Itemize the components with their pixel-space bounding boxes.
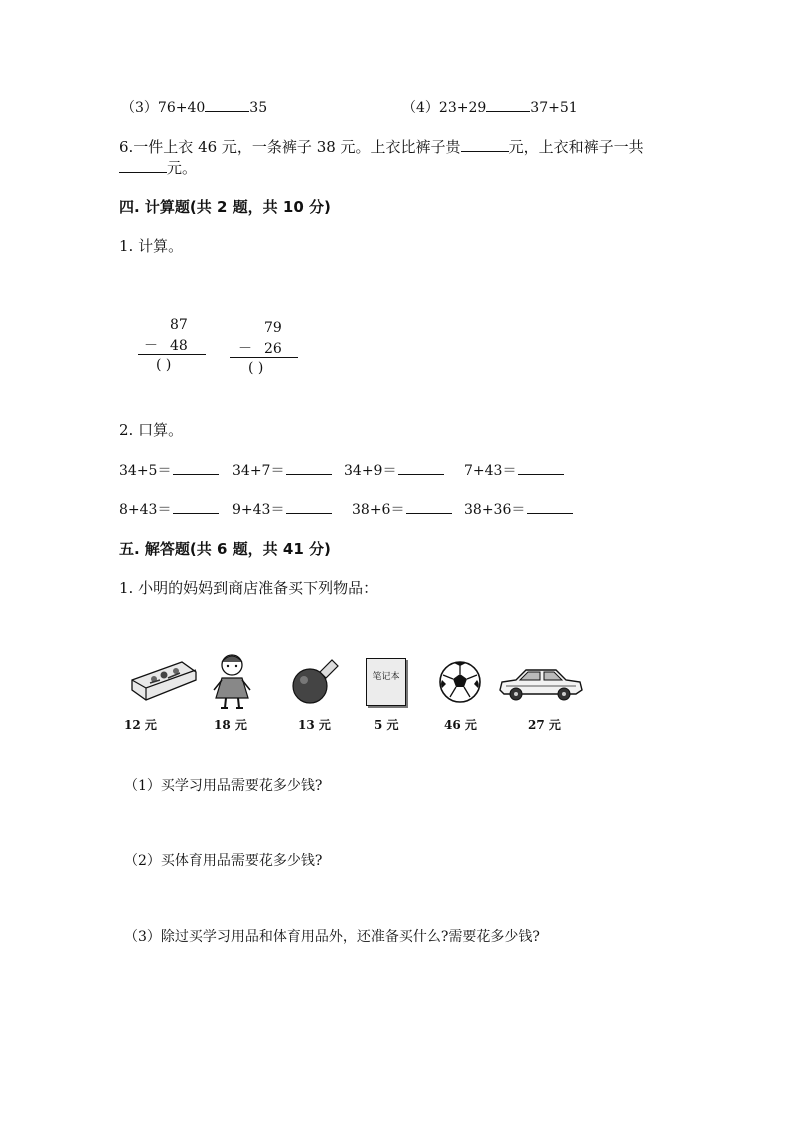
- section-5-sub-3: （3）除过买学习用品和体育用品外，还准备买什么?需要花多少钱?: [124, 929, 540, 945]
- section-5-sub-2: （2）买体育用品需要花多少钱?: [124, 853, 323, 869]
- answer-blank[interactable]: [286, 499, 332, 514]
- ping-pong-paddle-icon: [290, 656, 342, 706]
- answer-blank[interactable]: [486, 97, 530, 112]
- q6-line-1: [119, 137, 644, 157]
- mental-item: [232, 499, 332, 519]
- mental-expr: 34+5＝: [119, 463, 172, 479]
- mental-expr: 34+7＝: [232, 463, 285, 479]
- mental-item: [232, 460, 332, 480]
- mental-item: [344, 460, 444, 480]
- vc2-bottom: 26: [264, 341, 282, 357]
- section-5-q1-label: 1. 小明的妈妈到商店准备买下列物品：: [119, 579, 379, 597]
- q5-item4-right: 37+51: [530, 100, 578, 116]
- price-label: 27 元: [528, 718, 561, 732]
- vc2-result[interactable]: ( ): [248, 360, 264, 376]
- section-4-q1-label: 1. 计算。: [119, 237, 184, 255]
- answer-blank[interactable]: [518, 460, 564, 475]
- mental-expr: 38+6＝: [352, 502, 405, 518]
- q5-item-3: [121, 97, 267, 117]
- mental-item: [464, 460, 564, 480]
- answer-blank[interactable]: [286, 460, 332, 475]
- mental-expr: 38+36＝: [464, 502, 526, 518]
- q5-item4-label: （4）23+29: [402, 100, 487, 116]
- answer-blank[interactable]: [205, 97, 249, 112]
- shopping-items: [124, 650, 594, 740]
- mental-item: [119, 499, 219, 519]
- mental-expr: 9+43＝: [232, 502, 285, 518]
- mental-expr: 8+43＝: [119, 502, 172, 518]
- soccer-ball-icon: [438, 660, 482, 704]
- answer-blank[interactable]: [173, 460, 219, 475]
- answer-blank[interactable]: [406, 499, 452, 514]
- vc1-bottom: 48: [170, 338, 188, 354]
- vc1-top: 87: [170, 317, 188, 333]
- q6-line-2: [119, 158, 197, 178]
- mental-item: [352, 499, 452, 519]
- answer-blank[interactable]: [173, 499, 219, 514]
- vc1-rule: [138, 354, 206, 355]
- toy-car-icon: [496, 664, 584, 704]
- vc2-top: 79: [264, 320, 282, 336]
- q5-item-4: [402, 97, 578, 117]
- q6-text-c: 元。: [167, 159, 198, 177]
- section-4-heading: 四. 计算题(共 2 题，共 10 分): [119, 198, 331, 216]
- price-label: 46 元: [444, 718, 477, 732]
- section-5-sub-1: （1）买学习用品需要花多少钱?: [124, 778, 323, 794]
- vc2-op: －: [238, 341, 252, 357]
- q6-text-a: 6.一件上衣 46 元，一条裤子 38 元。上衣比裤子贵: [119, 138, 461, 156]
- answer-blank[interactable]: [398, 460, 444, 475]
- price-label: 12 元: [124, 718, 157, 732]
- answer-blank[interactable]: [461, 137, 509, 152]
- price-label: 18 元: [214, 718, 247, 732]
- vertical-calc-1: [134, 316, 208, 376]
- mental-item: [464, 499, 573, 519]
- price-label: 5 元: [374, 718, 399, 732]
- pencil-case-icon: [126, 658, 198, 704]
- doll-icon: [210, 652, 254, 710]
- q5-item3-label: （3）76+40: [121, 100, 206, 116]
- answer-blank[interactable]: [527, 499, 573, 514]
- section-5-heading: 五. 解答题(共 6 题，共 41 分): [119, 540, 331, 558]
- vertical-calc-2: [228, 319, 302, 379]
- q5-item3-right: 35: [249, 100, 268, 116]
- section-4-q2-label: 2. 口算。: [119, 421, 184, 439]
- vc2-rule: [230, 357, 298, 358]
- answer-blank[interactable]: [119, 158, 167, 173]
- mental-item: [119, 460, 219, 480]
- price-label: 13 元: [298, 718, 331, 732]
- q6-text-b: 元，上衣和裤子一共: [508, 138, 644, 156]
- vc1-result[interactable]: ( ): [156, 357, 172, 373]
- mental-expr: 34+9＝: [344, 463, 397, 479]
- mental-expr: 7+43＝: [464, 463, 517, 479]
- vc1-op: －: [144, 338, 158, 354]
- notebook-icon: [366, 658, 406, 706]
- notebook-cover-text: 笔记本: [372, 672, 400, 682]
